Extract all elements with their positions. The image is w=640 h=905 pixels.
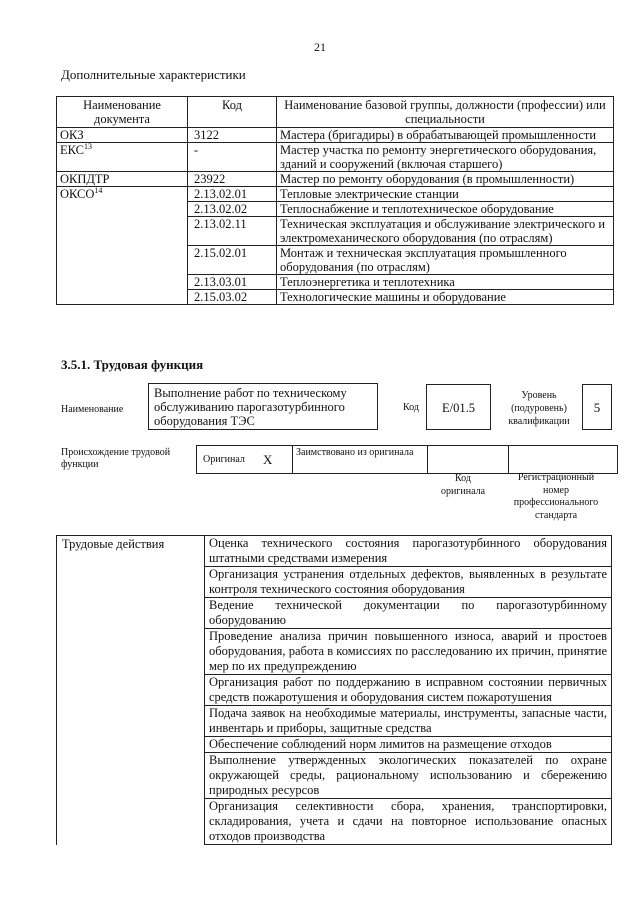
page-number: 21 bbox=[314, 40, 326, 54]
group-name-cell: Мастер по ремонту оборудования (в промышленности) bbox=[277, 172, 614, 187]
document-cell bbox=[57, 275, 188, 290]
document-cell bbox=[57, 128, 188, 143]
action-item: Обеспечение соблюдений норм лимитов на размещение отходов bbox=[205, 737, 612, 753]
original-code-label: Код оригинала bbox=[440, 473, 486, 497]
table-row bbox=[57, 128, 614, 143]
level-value-box: 5 bbox=[582, 384, 612, 430]
group-name-cell: Монтаж и техническая эксплуатация промышленного оборудования (по отраслям) bbox=[277, 246, 614, 275]
table-row bbox=[57, 202, 614, 217]
document-cell bbox=[57, 246, 188, 275]
registration-number-cell bbox=[509, 446, 618, 474]
action-item: Выполнение утвержденных экологических показателей по охране окружающей среды, рациональному использованию и сбережению природных ресурсов bbox=[205, 753, 612, 799]
table-row bbox=[57, 143, 614, 172]
level-label: Уровень (подуровень) квалификации bbox=[508, 390, 570, 427]
group-name-cell: Тепловые электрические станции bbox=[277, 187, 614, 202]
action-item: Организация селективности сбора, хранения, транспортировки, складирования, учета и сдачи на повторное использование опасных отходов производства bbox=[205, 799, 612, 845]
document-name: ЕКС bbox=[60, 143, 84, 157]
document-name: ОКПДТР bbox=[60, 172, 110, 186]
table-row bbox=[57, 172, 614, 187]
table-header-row bbox=[57, 97, 614, 128]
footnote-mark: 14 bbox=[94, 185, 103, 195]
document-cell bbox=[57, 143, 188, 172]
characteristics-table-body bbox=[57, 128, 614, 305]
document-name: ОКСО bbox=[60, 187, 95, 201]
code-cell: 23922 bbox=[188, 172, 277, 187]
function-heading: 3.5.1. Трудовая функция bbox=[61, 357, 204, 372]
group-name-cell: Техническая эксплуатация и обслуживание электрического и электромеханического оборудования (по отраслям) bbox=[277, 217, 614, 246]
function-code-box: E/01.5 bbox=[426, 384, 491, 430]
characteristics-table bbox=[56, 96, 614, 305]
action-item: Проведение анализа причин повышенного износа, аварий и простоев оборудования, работа в комиссиях по расследованию их причин, принятие мер по их предупреждению bbox=[205, 629, 612, 675]
table-row bbox=[57, 217, 614, 246]
code-cell: 2.13.03.01 bbox=[188, 275, 277, 290]
labor-actions-label: Трудовые действия bbox=[57, 536, 205, 845]
document-cell bbox=[57, 187, 188, 202]
borrowed-label: Заимствовано из оригинала bbox=[293, 446, 428, 474]
action-item: Оценка технического состояния парогазотурбинного оборудования штатными средствами измерения bbox=[205, 536, 612, 567]
action-item: Ведение технической документации по парогазотурбинному оборудованию bbox=[205, 598, 612, 629]
original-label: Оригинал bbox=[197, 446, 261, 474]
document-cell bbox=[57, 290, 188, 305]
document-cell bbox=[57, 172, 188, 187]
table-row bbox=[57, 187, 614, 202]
action-item: Организация работ по поддержанию в исправном состоянии первичных средств пожаротушения и оборудования систем пожаротушения bbox=[205, 675, 612, 706]
action-row bbox=[57, 536, 612, 567]
origin-row bbox=[197, 446, 618, 474]
code-cell: 2.13.02.01 bbox=[188, 187, 277, 202]
document-cell bbox=[57, 202, 188, 217]
labor-actions-table bbox=[56, 535, 612, 845]
group-name-cell: Мастер участка по ремонту энергетического оборудования, зданий и сооружений (включая старшего) bbox=[277, 143, 614, 172]
origin-table bbox=[196, 445, 618, 474]
table-row bbox=[57, 275, 614, 290]
section-caption: Дополнительные характеристики bbox=[61, 67, 246, 82]
code-cell: 2.13.02.11 bbox=[188, 217, 277, 246]
action-item: Организация устранения отдельных дефектов, выявленных в результате контроля технического состояния оборудования bbox=[205, 567, 612, 598]
code-cell: - bbox=[188, 143, 277, 172]
code-label: Код bbox=[403, 402, 419, 413]
document-cell bbox=[57, 217, 188, 246]
registration-number-label: Регистрационный номер профессионального стандарта bbox=[513, 472, 599, 521]
code-cell: 2.13.02.02 bbox=[188, 202, 277, 217]
code-cell: 2.15.03.02 bbox=[188, 290, 277, 305]
original-code-cell bbox=[428, 446, 509, 474]
table-row bbox=[57, 246, 614, 275]
name-label: Наименование bbox=[61, 404, 124, 415]
code-cell: 3122 bbox=[188, 128, 277, 143]
group-name-cell: Теплоснабжение и теплотехническое оборудование bbox=[277, 202, 614, 217]
function-name-box: Выполнение работ по техническому обслуживанию парогазотурбинного оборудования ТЭС bbox=[148, 383, 378, 430]
document-name: ОКЗ bbox=[60, 128, 84, 142]
group-name-cell: Технологические машины и оборудование bbox=[277, 290, 614, 305]
action-item: Подача заявок на необходимые материалы, инструменты, запасные части, инвентарь и приборы, защитные средства bbox=[205, 706, 612, 737]
code-cell: 2.15.02.01 bbox=[188, 246, 277, 275]
original-mark: X bbox=[260, 446, 293, 474]
footnote-mark: 13 bbox=[84, 141, 92, 151]
group-name-cell: Мастера (бригадиры) в обрабатывающей промышленности bbox=[277, 128, 614, 143]
labor-actions-body bbox=[57, 536, 612, 845]
header-code: Код bbox=[188, 97, 277, 128]
group-name-cell: Теплоэнергетика и теплотехника bbox=[277, 275, 614, 290]
header-document: Наименование документа bbox=[57, 97, 188, 128]
table-row bbox=[57, 290, 614, 305]
header-group-name: Наименование базовой группы, должности (профессии) или специальности bbox=[277, 97, 614, 128]
origin-label: Происхождение трудовой функции bbox=[61, 447, 171, 470]
